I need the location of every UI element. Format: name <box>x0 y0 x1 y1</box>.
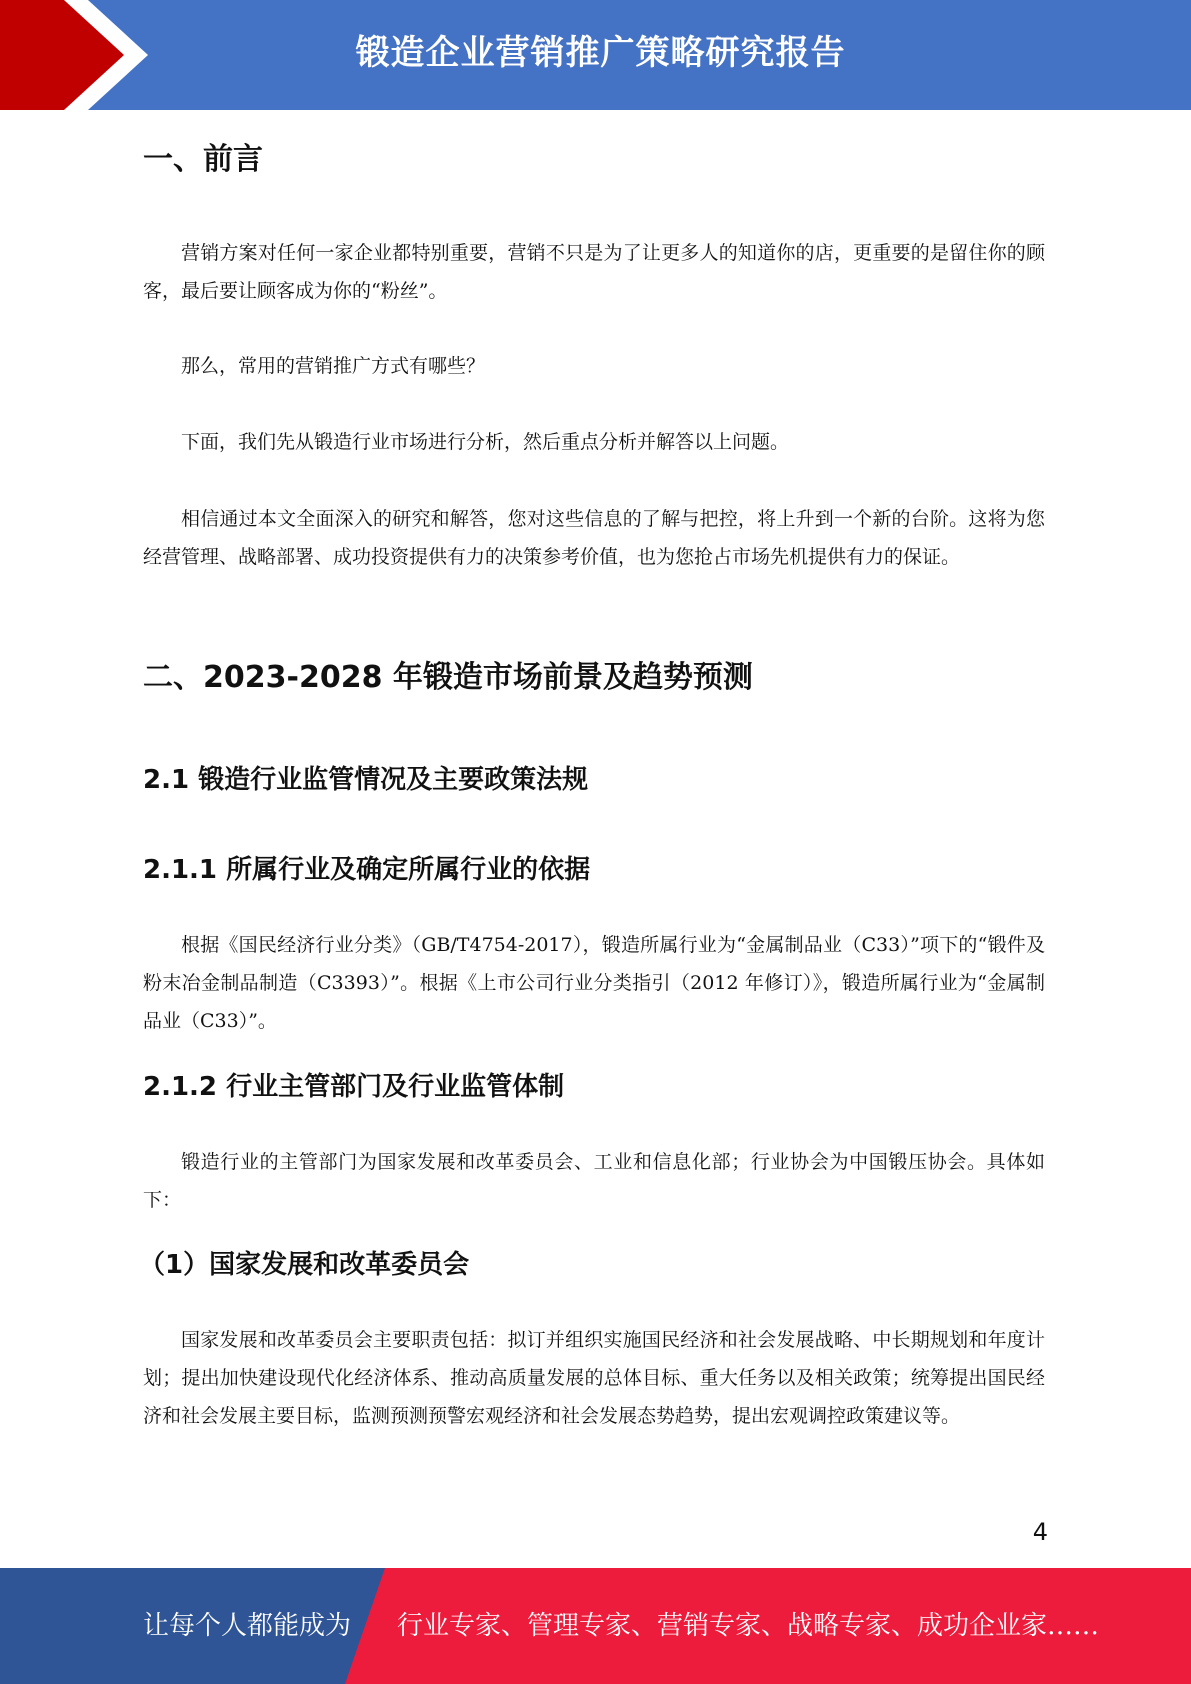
report-title: 锻造企业营销推广策略研究报告 <box>355 33 846 73</box>
section-1-heading: 一、前言 <box>143 142 263 177</box>
subsection-ndrc-heading: （1）国家发展和改革委员会 <box>139 1250 470 1280</box>
footer-slogan-right: 行业专家、管理专家、营销专家、战略专家、成功企业家…… <box>397 1611 1100 1641</box>
footer-banner <box>0 1568 1191 1684</box>
section-1-paragraph-4: 相信通过本文全面深入的研究和解答，您对这些信息的了解与把控，将上升到一个新的台阶。这将为您经营管理、战略部署、成功投资提供有力的决策参考价值，也为您抢占市场先机提供有力的保证。 <box>143 508 1045 568</box>
page-number: 4 <box>1032 1518 1048 1546</box>
section-1-paragraph-2: 那么，常用的营销推广方式有哪些？ <box>181 355 486 377</box>
section-2-1-heading: 2.1 锻造行业监管情况及主要政策法规 <box>143 765 589 795</box>
header-banner <box>0 0 1191 110</box>
footer-slogan-left: 让每个人都能成为 <box>143 1611 352 1641</box>
section-1-paragraph-1: 营销方案对任何一家企业都特别重要，营销不只是为了让更多人的知道你的店，更重要的是留住你的顾客，最后要让顾客成为你的“粉丝”。 <box>143 242 1045 302</box>
subsection-ndrc-paragraph: 国家发展和改革委员会主要职责包括：拟订并组织实施国民经济和社会发展战略、中长期规划和年度计划；提出加快建设现代化经济体系、推动高质量发展的总体目标、重大任务以及相关政策；统筹提出国民经济和社会发展主要目标，监测预测预警宏观经济和社会发展态势趋势，提出宏观调控政策建议等。 <box>143 1329 1045 1427</box>
section-2-heading: 二、2023-2028 年锻造市场前景及趋势预测 <box>143 660 753 695</box>
section-2-1-2-paragraph: 锻造行业的主管部门为国家发展和改革委员会、工业和信息化部；行业协会为中国锻压协会。具体如下： <box>143 1151 1045 1211</box>
section-2-1-1-heading: 2.1.1 所属行业及确定所属行业的依据 <box>143 855 591 885</box>
section-2-1-1-paragraph: 根据《国民经济行业分类》（GB/T4754-2017），锻造所属行业为“金属制品业（C33）”项下的“锻件及粉末冶金制品制造（C3393）”。根据《上市公司行业分类指引（2012 年修订）》，锻造所属行业为“金属制品业（C33）”。 <box>143 934 1045 1032</box>
section-2-1-2-heading: 2.1.2 行业主管部门及行业监管体制 <box>143 1072 565 1102</box>
section-1-paragraph-3: 下面，我们先从锻造行业市场进行分析，然后重点分析并解答以上问题。 <box>181 431 790 453</box>
